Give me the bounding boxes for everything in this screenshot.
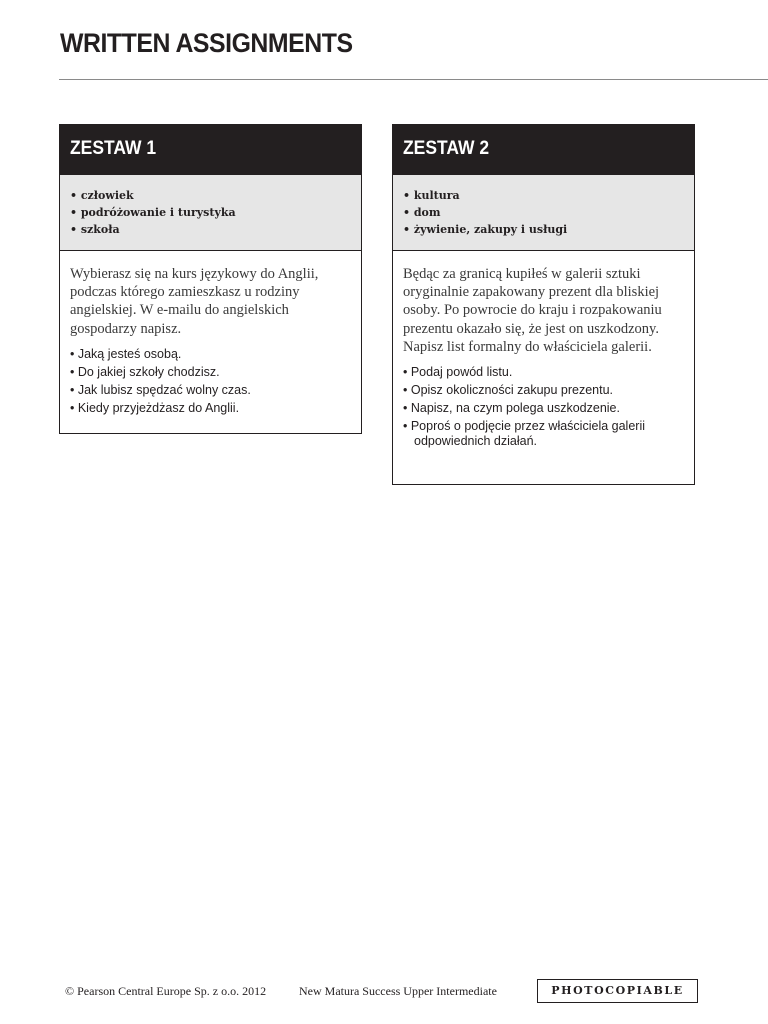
assignment-card-zestaw-2 (392, 124, 695, 485)
footer-book-title: New Matura Success Upper Intermediate (299, 984, 497, 998)
task-intro: Wybierasz się na kurs językowy do Anglii, podczas którego zamieszkasz u rodziny angielskiej. W e-mailu do angielskich gospodarzy napisz. (70, 266, 319, 337)
topic-item: • dom (403, 206, 441, 219)
task-point: • Poproś o podjęcie przez właściciela galerii odpowiednich działań. (403, 419, 645, 448)
assignment-card-zestaw-1 (59, 124, 362, 434)
card-header-label: ZESTAW 1 (70, 138, 157, 159)
footer-copyright: © Pearson Central Europe Sp. z o.o. 2012 (65, 984, 267, 998)
task-points-list (70, 347, 351, 416)
task-points-list (403, 365, 684, 448)
task-point: • Jaką jesteś osobą. (70, 346, 182, 361)
task-point: • Podaj powód listu. (403, 365, 513, 380)
task-point: • Jak lubisz spędzać wolny czas. (70, 383, 251, 397)
topics-box (60, 174, 361, 251)
task-point: • Opisz okoliczności zakupu prezentu. (403, 383, 614, 398)
card-header (393, 125, 694, 174)
page-title: WRITTEN ASSIGNMENTS (60, 28, 353, 58)
card-body (393, 251, 694, 448)
topic-item: • podróżowanie i turystyka (70, 206, 236, 219)
card-header (60, 125, 361, 174)
card-header-label: ZESTAW 2 (403, 138, 490, 159)
topic-item: • żywienie, zakupy i usługi (403, 223, 568, 236)
topic-item: • szkoła (70, 223, 120, 236)
task-point: • Do jakiej szkoły chodzisz. (70, 364, 220, 379)
topic-item: • człowiek (70, 189, 134, 202)
task-point: • Kiedy przyjeżdżasz do Anglii. (70, 401, 240, 416)
topics-box (393, 174, 694, 251)
task-point: • Napisz, na czym polega uszkodzenie. (403, 401, 620, 416)
topics-list (70, 187, 351, 238)
task-intro: Będąc za granicą kupiłeś w galerii sztuki oryginalnie zapakowany prezent dla bliskiej osoby. Po powrocie do kraju i rozpakowaniu prezentu okazało się, że jest on uszkodzony. Napisz list formalny do właściciela galerii. (403, 266, 662, 355)
photocopiable-badge: PHOTOCOPIABLE (537, 979, 698, 1003)
topic-item: • kultura (403, 189, 460, 202)
title-divider (59, 79, 768, 80)
card-body (60, 251, 361, 416)
topics-list (403, 187, 684, 238)
